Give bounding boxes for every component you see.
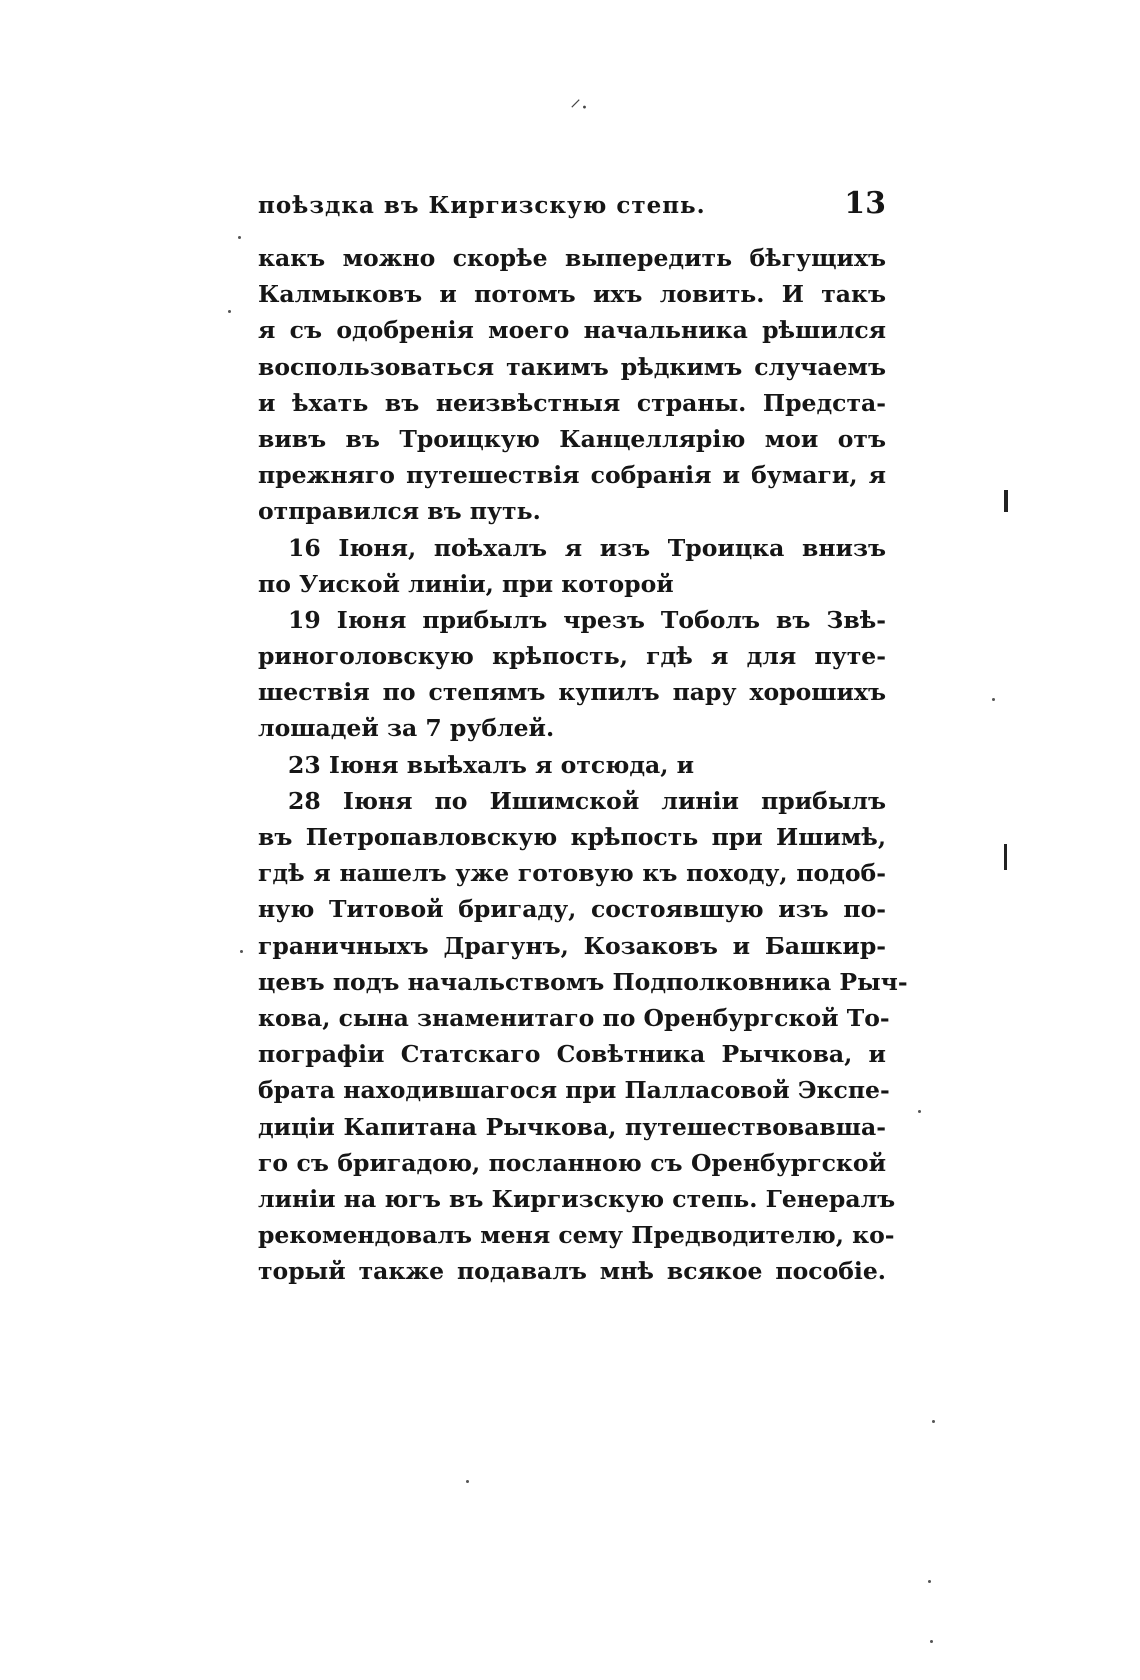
text-line: риноголовскую крѣпость, гдѣ я для путе-	[258, 642, 886, 671]
speck	[918, 1110, 921, 1113]
text-line: цевъ подъ начальствомъ Подполковника Рыч-	[258, 967, 908, 996]
text-line: и ѣхать въ неизвѣстныя страны. Предста-	[258, 388, 886, 417]
text-line: 23 Іюня выѣхалъ я отсюда, и	[288, 750, 695, 779]
text-line: я съ одобренія моего начальника рѣшился	[258, 316, 886, 345]
text-line: 19 Іюня прибылъ чрезъ Тоболъ въ Звѣ-	[288, 605, 886, 634]
text-line: въ Петропавловскую крѣпость при Ишимѣ,	[258, 823, 886, 851]
text-line: 16 Іюня, поѣхалъ я изъ Троицка внизъ	[288, 533, 886, 562]
speck	[466, 1480, 469, 1483]
body-text	[258, 240, 908, 1289]
text-line: гдѣ я нашелъ уже готовую къ походу, подоб-	[258, 859, 886, 888]
text-line: 28 Іюня по Ишимской линіи прибылъ	[288, 786, 886, 815]
text-line: Калмыковъ и потомъ ихъ ловить. И такъ	[258, 280, 886, 309]
text-line: го съ бригадою, посланною съ Оренбургской	[258, 1148, 886, 1177]
ink-mark: ⸍·	[570, 96, 588, 121]
text-line: шествія по степямъ купилъ пару хорошихъ	[258, 678, 886, 707]
text-line: брата находившагося при Палласовой Экспе-	[258, 1076, 890, 1105]
ink-blot	[1004, 844, 1007, 870]
text-line: диціи Капитана Рычкова, путешествовавша-	[258, 1112, 886, 1141]
speck	[240, 950, 243, 953]
text-line: линіи на югъ въ Киргизскую степь. Генералъ	[258, 1184, 896, 1213]
text-line: рекомендовалъ меня сему Предводителю, ко-	[258, 1221, 895, 1250]
page-number: 13	[844, 186, 886, 221]
text-line: прежняго путешествія собранія и бумаги, я	[258, 461, 886, 490]
text-line: граничныхъ Драгунъ, Козаковъ и Башкир-	[258, 931, 886, 960]
text-line: ную Титовой бригаду, состоявшую изъ по-	[258, 895, 886, 924]
text-line: торый также подавалъ мнѣ всякое пособіе.	[258, 1257, 886, 1286]
speck	[238, 236, 241, 239]
text-line: воспользоваться такимъ рѣдкимъ случаемъ	[258, 352, 886, 381]
speck	[992, 698, 995, 701]
text-line: кова, сына знаменитаго по Оренбургской То-	[258, 1003, 890, 1032]
text-line: какъ можно скорѣе выпередить бѣгущихъ	[258, 244, 886, 272]
text-line: пографіи Статскаго Совѣтника Рычкова, и	[258, 1040, 886, 1069]
running-title: поѣздка въ Киргизскую степь.	[258, 192, 706, 219]
text-line: по Уиской линіи, при которой	[258, 569, 674, 598]
page-header	[258, 186, 886, 221]
speck	[930, 1640, 933, 1643]
text-line: лошадей за 7 рублей.	[258, 714, 555, 743]
speck	[932, 1420, 935, 1423]
text-line: вивъ въ Троицкую Канцеллярію мои отъ	[258, 424, 886, 453]
text-line: отправился въ путь.	[258, 497, 541, 526]
speck	[928, 1580, 931, 1583]
ink-blot	[1004, 490, 1008, 512]
speck	[228, 310, 231, 313]
